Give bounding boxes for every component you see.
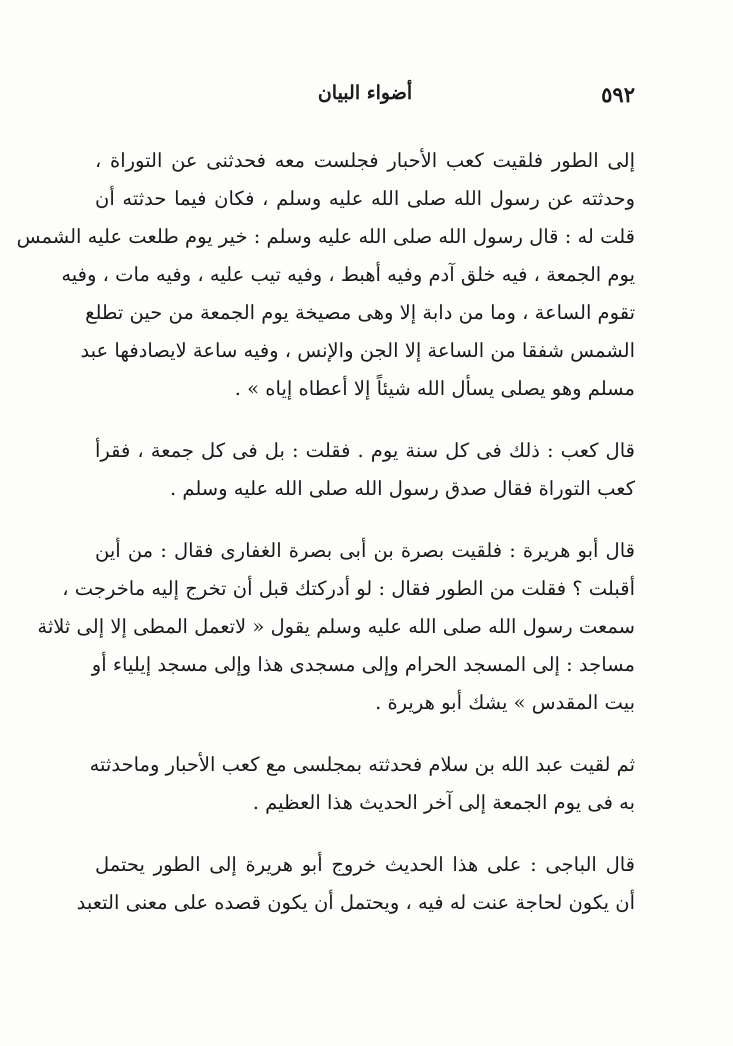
paragraph bbox=[37, 532, 635, 722]
text-line: إلى الطور فلقيت كعب الأحبار فجلست معه فحدثنى عن التوراة ، bbox=[95, 149, 635, 172]
text-line: قال كعب : ذلك فى كل سنة يوم . فقلت : بل فى كل جمعة ، فقرأ bbox=[95, 439, 635, 462]
text-line: قال أبو هريرة : فلقيت بصرة بن أبى بصرة الغفارى فقال : من أين bbox=[95, 539, 635, 562]
text-line: أن يكون لحاجة عنت له فيه ، ويحتمل أن يكون قصده على معنى التعبد bbox=[76, 891, 635, 914]
text-line: ثم لقيت عبد الله بن سلام فحدثته بمجلسى مع كعب الأحبار وماحدثته bbox=[89, 753, 635, 776]
paragraph bbox=[89, 746, 635, 822]
page-header bbox=[95, 82, 635, 116]
paragraph bbox=[16, 142, 635, 408]
text-line: بيت المقدس » يشك أبو هريرة . bbox=[375, 691, 635, 714]
text-line: مساجد : إلى المسجد الحرام وإلى مسجدى هذا وإلى مسجد إيلياء أو bbox=[91, 653, 635, 676]
paragraph bbox=[95, 432, 635, 508]
text-line: الشمس شفقا من الساعة إلا الجن والإنس ، وفيه ساعة لايصادفها عبد bbox=[80, 339, 635, 362]
running-title: أضواء البيان bbox=[317, 82, 413, 104]
text-line: أقبلت ؟ فقلت من الطور فقال : لو أدركتك قبل أن تخرج إليه ماخرجت ، bbox=[62, 577, 635, 600]
text-line: تقوم الساعة ، وما من دابة إلا وهى مصيخة يوم الجمعة من حين تطلع bbox=[85, 301, 635, 324]
text-line: يوم الجمعة ، فيه خلق آدم وفيه أهبط ، وفيه تيب عليه ، وفيه مات ، وفيه bbox=[61, 263, 635, 286]
paragraph bbox=[76, 846, 635, 922]
page-number: ٥٩٢ bbox=[601, 82, 635, 107]
body-text bbox=[16, 142, 635, 946]
text-line: قال الباجى : على هذا الحديث خروج أبو هريرة إلى الطور يحتمل bbox=[95, 853, 635, 876]
text-line: سمعت رسول الله صلى الله عليه وسلم يقول « لاتعمل المطى إلا إلى ثلاثة bbox=[37, 615, 635, 638]
text-line: وحدثته عن رسول الله صلى الله عليه وسلم ، فكان فيما حدثته أن bbox=[95, 187, 635, 210]
text-line: قلت له : قال رسول الله صلى الله عليه وسلم : خير يوم طلعت عليه الشمس bbox=[16, 225, 635, 248]
text-line: به فى يوم الجمعة إلى آخر الحديث هذا العظيم . bbox=[252, 791, 635, 814]
text-line: مسلم وهو يصلى يسأل الله شيئاً إلا أعطاه إياه » . bbox=[234, 377, 635, 400]
text-line: كعب التوراة فقال صدق رسول الله صلى الله عليه وسلم . bbox=[169, 477, 635, 500]
